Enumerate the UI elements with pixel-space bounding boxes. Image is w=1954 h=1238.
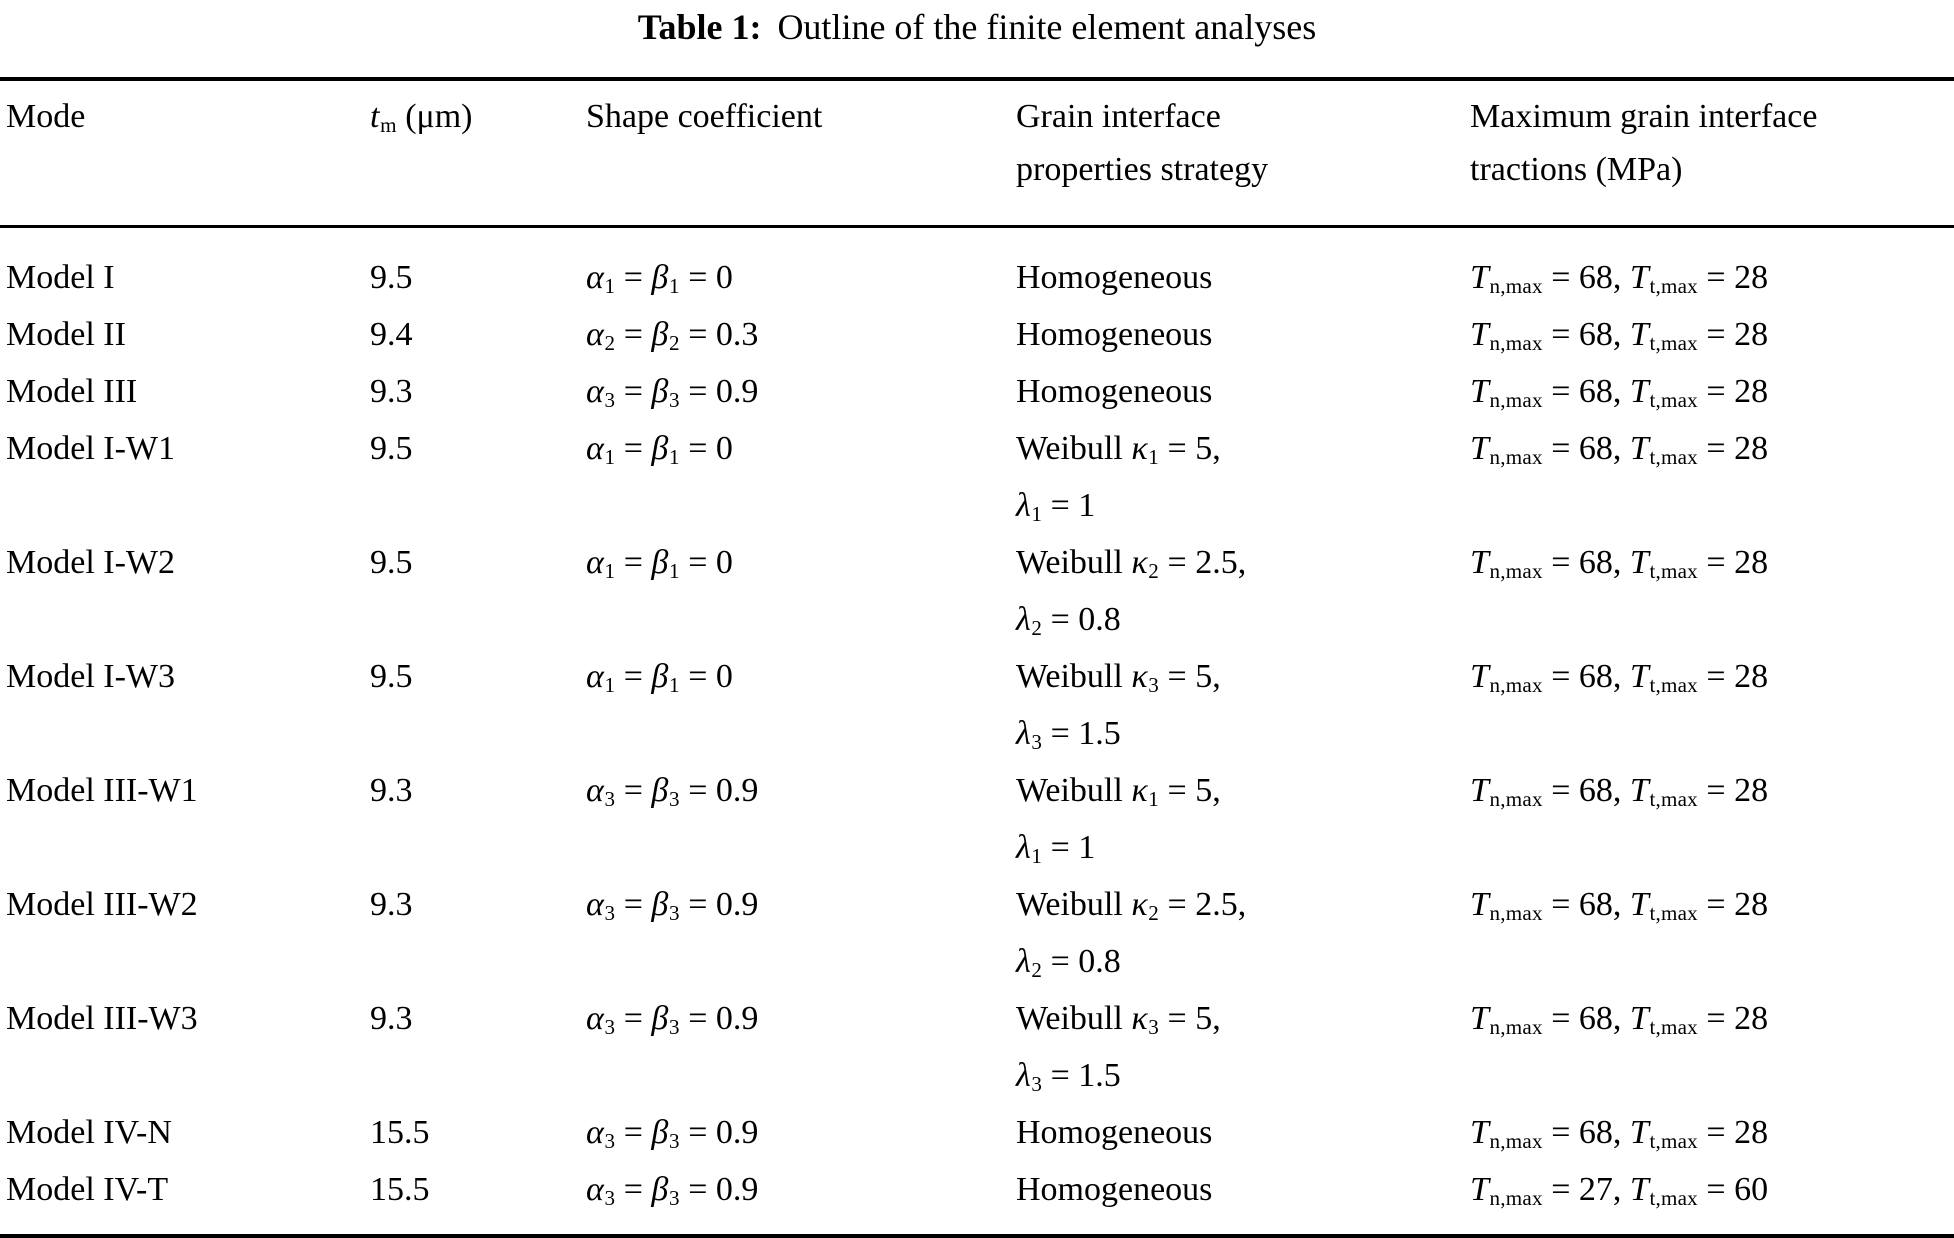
cell-tm: 15.5 bbox=[370, 1163, 586, 1236]
cell-shape-coefficient: α3 = β3 = 0.9 bbox=[586, 373, 759, 413]
table-caption-text: Outline of the finite element analyses bbox=[777, 7, 1317, 47]
cell-mode: Model I-W3 bbox=[6, 658, 176, 695]
cell-tm: 9.3 bbox=[370, 772, 413, 809]
cell-shape-coefficient: α1 = β1 = 0 bbox=[586, 658, 733, 698]
cell-strategy: Weibull κ2 = 2.5, λ2 = 0.8 bbox=[1016, 544, 1247, 641]
table-row bbox=[0, 1106, 1954, 1163]
cell-tm: 9.3 bbox=[370, 886, 413, 923]
cell-tractions: Tn,max = 68, Tt,max = 28 bbox=[1470, 373, 1769, 413]
analyses-table bbox=[0, 77, 1954, 1238]
cell-strategy: Weibull κ3 = 5, λ3 = 1.5 bbox=[1016, 658, 1221, 755]
cell-mode: Model III bbox=[6, 373, 138, 410]
cell-mode: Model IV-N bbox=[6, 1114, 172, 1151]
cell-shape-coefficient: α3 = β3 = 0.9 bbox=[586, 886, 759, 926]
cell-tm: 9.5 bbox=[370, 259, 413, 296]
table-row bbox=[0, 365, 1954, 422]
table-caption-label: Table 1: bbox=[637, 7, 762, 47]
cell-mode: Model II bbox=[6, 316, 126, 353]
cell-tractions: Tn,max = 68, Tt,max = 28 bbox=[1470, 259, 1769, 299]
col-header-strategy: Grain interface properties strategy bbox=[1016, 79, 1470, 227]
cell-tractions: Tn,max = 68, Tt,max = 28 bbox=[1470, 316, 1769, 356]
cell-tractions: Tn,max = 68, Tt,max = 28 bbox=[1470, 430, 1769, 470]
cell-tm: 9.5 bbox=[370, 430, 413, 467]
table-row bbox=[0, 878, 1954, 992]
cell-strategy: Weibull κ2 = 2.5, λ2 = 0.8 bbox=[1016, 886, 1247, 983]
cell-mode: Model IV-T bbox=[0, 1163, 370, 1236]
cell-shape-coefficient: α3 = β3 = 0.9 bbox=[586, 772, 759, 812]
cell-tm: 9.3 bbox=[370, 373, 413, 410]
header-row bbox=[0, 79, 1954, 227]
cell-mode: Model III-W3 bbox=[6, 1000, 198, 1037]
cell-mode: Model I-W2 bbox=[6, 544, 176, 581]
cell-mode: Model I-W1 bbox=[6, 430, 176, 467]
col-header-shape-coefficient: Shape coefficient bbox=[586, 79, 1016, 227]
table-row bbox=[0, 422, 1954, 536]
cell-strategy: Homogeneous bbox=[1016, 373, 1213, 410]
cell-tm: 9.3 bbox=[370, 1000, 413, 1037]
table-row bbox=[0, 227, 1954, 309]
cell-shape-coefficient: α1 = β1 = 0 bbox=[586, 259, 733, 299]
col-header-tm: tm (μm) bbox=[370, 79, 586, 227]
cell-tractions: Tn,max = 68, Tt,max = 28 bbox=[1470, 544, 1769, 584]
cell-strategy: Weibull κ1 = 5, λ1 = 1 bbox=[1016, 772, 1221, 869]
cell-shape-coefficient: α1 = β1 = 0 bbox=[586, 430, 733, 470]
cell-strategy: Homogeneous bbox=[1016, 1163, 1470, 1236]
col-header-mode: Mode bbox=[0, 79, 370, 227]
table-row bbox=[0, 650, 1954, 764]
cell-tm: 9.5 bbox=[370, 544, 413, 581]
table-row bbox=[0, 308, 1954, 365]
table-caption bbox=[0, 0, 1954, 50]
cell-tm: 9.4 bbox=[370, 316, 413, 353]
cell-mode: Model I bbox=[6, 259, 115, 296]
table-row bbox=[0, 764, 1954, 878]
cell-tractions: Tn,max = 68, Tt,max = 28 bbox=[1470, 886, 1769, 926]
cell-shape-coefficient: α3 = β3 = 0.9 bbox=[586, 1163, 1016, 1236]
cell-shape-coefficient: α3 = β3 = 0.9 bbox=[586, 1114, 759, 1154]
table-row bbox=[0, 992, 1954, 1106]
cell-shape-coefficient: α1 = β1 = 0 bbox=[586, 544, 733, 584]
col-header-tractions: Maximum grain interface tractions (MPa) bbox=[1470, 79, 1954, 227]
cell-mode: Model III-W1 bbox=[6, 772, 198, 809]
cell-tractions: Tn,max = 68, Tt,max = 28 bbox=[1470, 772, 1769, 812]
table-row bbox=[0, 1163, 1954, 1236]
cell-strategy: Homogeneous bbox=[1016, 316, 1213, 353]
cell-tractions: Tn,max = 68, Tt,max = 28 bbox=[1470, 658, 1769, 698]
cell-shape-coefficient: α2 = β2 = 0.3 bbox=[586, 316, 759, 356]
cell-strategy: Homogeneous bbox=[1016, 259, 1213, 296]
cell-shape-coefficient: α3 = β3 = 0.9 bbox=[586, 1000, 759, 1040]
cell-strategy: Weibull κ1 = 5, λ1 = 1 bbox=[1016, 430, 1221, 527]
cell-mode: Model III-W2 bbox=[6, 886, 198, 923]
cell-strategy: Homogeneous bbox=[1016, 1114, 1213, 1151]
cell-strategy: Weibull κ3 = 5, λ3 = 1.5 bbox=[1016, 1000, 1221, 1097]
cell-tractions: Tn,max = 68, Tt,max = 28 bbox=[1470, 1000, 1769, 1040]
cell-tractions: Tn,max = 68, Tt,max = 28 bbox=[1470, 1114, 1769, 1154]
table-row bbox=[0, 536, 1954, 650]
cell-tm: 15.5 bbox=[370, 1114, 430, 1151]
cell-tractions: Tn,max = 27, Tt,max = 60 bbox=[1470, 1163, 1954, 1236]
cell-tm: 9.5 bbox=[370, 658, 413, 695]
